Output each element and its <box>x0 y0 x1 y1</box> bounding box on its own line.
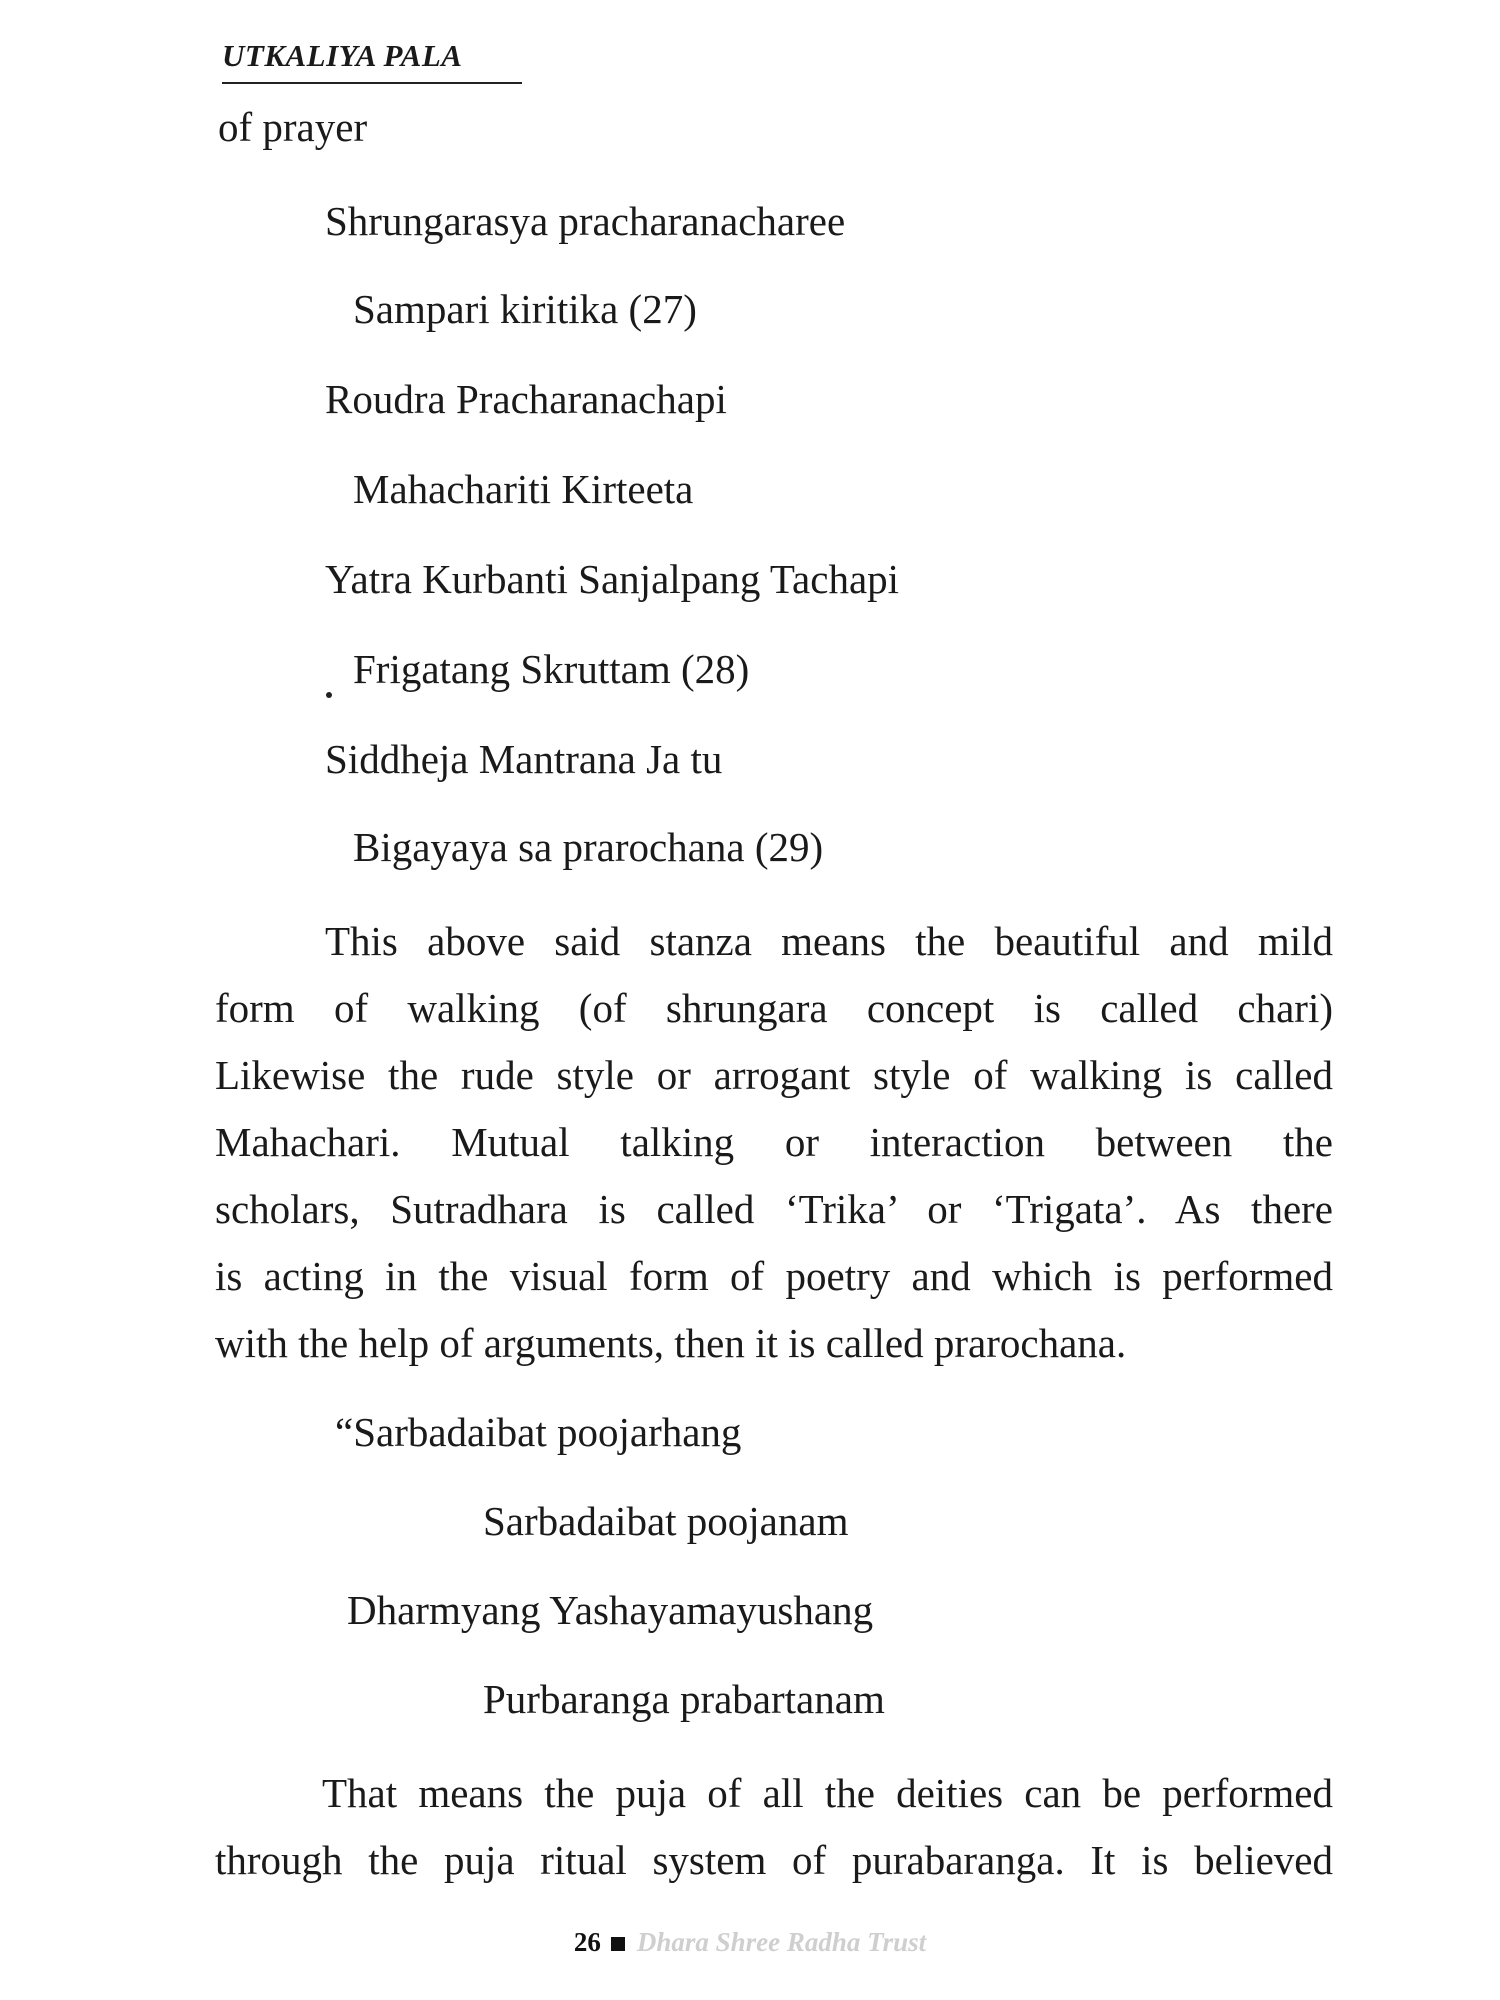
verse-line: Purbaranga prabartanam <box>483 1676 885 1722</box>
page-number: 26 <box>573 1927 601 1957</box>
paragraph-line: with the help of arguments, then it is called prarochana. <box>215 1320 1127 1366</box>
verse-line: Frigatang Skruttam (28) <box>353 646 750 692</box>
verse-line: Sarbadaibat poojanam <box>483 1498 849 1544</box>
verse-line: Dharmyang Yashayamayushang <box>347 1587 874 1633</box>
verse-line: Roudra Pracharanachapi <box>325 376 727 422</box>
paragraph-line: is acting in the visual form of poetry and which is performed <box>215 1253 1333 1299</box>
publisher-name: Dhara Shree Radha Trust <box>636 1927 927 1957</box>
verse-line: Shrungarasya pracharanacharee <box>325 198 846 244</box>
paragraph-line: This above said stanza means the beautiful and mild <box>325 918 1333 964</box>
paragraph-line: scholars, Sutradhara is called ‘Trika’ or ‘Trigata’. As there <box>215 1186 1333 1232</box>
verse-line: Yatra Kurbanti Sanjalpang Tachapi <box>325 556 900 602</box>
stray-mark <box>326 692 332 698</box>
paragraph-line: Mahachari. Mutual talking or interaction between the <box>215 1119 1333 1165</box>
opening-line: of prayer <box>218 104 368 150</box>
verse-line: “Sarbadaibat poojarhang <box>335 1409 742 1455</box>
verse-line: Mahachariti Kirteeta <box>353 466 694 512</box>
paragraph-line: form of walking (of shrungara concept is called chari) <box>215 985 1333 1031</box>
paragraph-explanation <box>215 908 1333 1377</box>
running-head: UTKALIYA PALA <box>222 38 522 84</box>
verse-line: Siddheja Mantrana Ja tu <box>325 736 723 782</box>
verse-line: Sampari kiritika (27) <box>353 286 697 332</box>
verse-line: Bigayaya sa prarochana (29) <box>353 824 824 870</box>
paragraph-puja <box>215 1760 1333 1894</box>
square-bullet-icon <box>611 1937 625 1951</box>
page-footer <box>0 1926 1500 1958</box>
paragraph-line: Likewise the rude style or arrogant style of walking is called <box>215 1052 1333 1098</box>
paragraph-line: through the puja ritual system of purabaranga. It is believed <box>215 1837 1333 1883</box>
paragraph-line: That means the puja of all the deities can be performed <box>322 1770 1333 1816</box>
